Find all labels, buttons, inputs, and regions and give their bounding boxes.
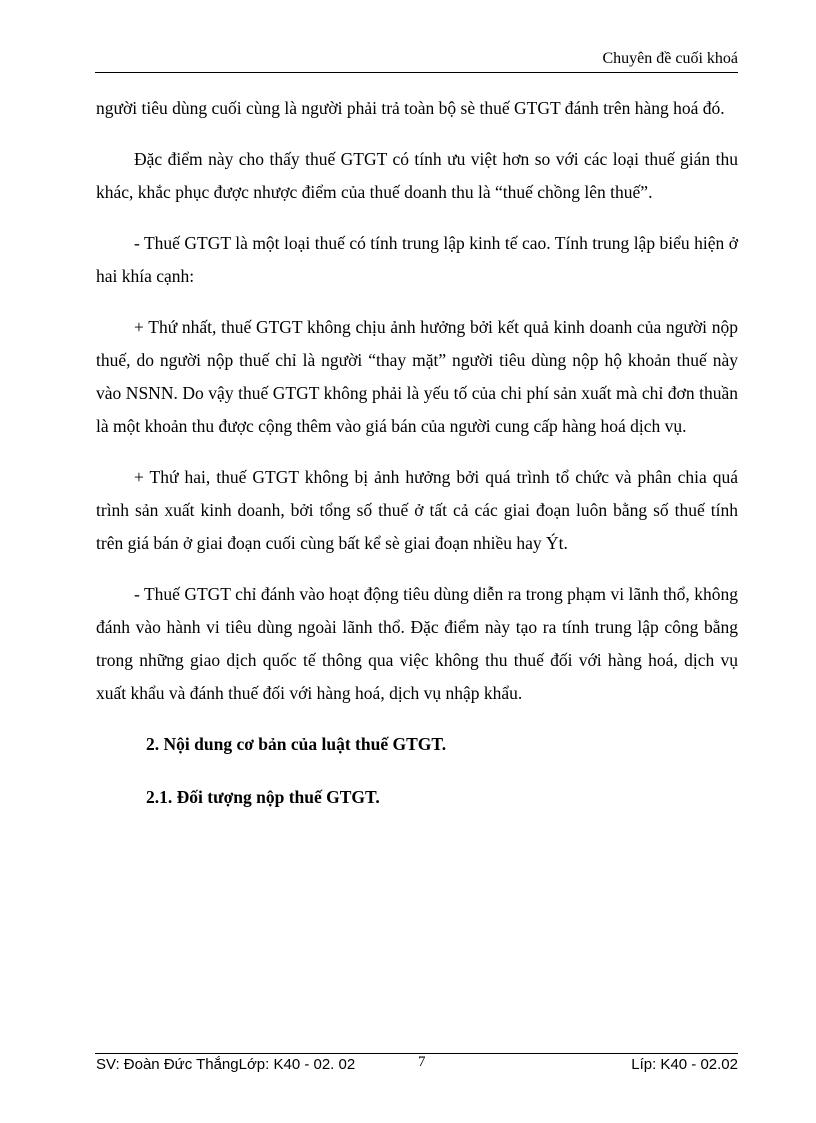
paragraph: - Thuế GTGT chỉ đánh vào hoạt động tiêu dùng diễn ra trong phạm vi lãnh thổ, không đánh vào hành vi tiêu dùng ngoài lãnh thổ. Đặc điểm này tạo ra tính trung lập công bằng trong những giao dịch quốc tế thông qua việc không thu thuế đối với hàng hoá, dịch vụ xuất khẩu và đánh thuế đối với hàng hoá, dịch vụ nhập khẩu. [96,584,738,703]
footer-divider [95,1053,738,1054]
footer-student-info: SV: Đoàn Đức ThắngLớp: K40 - 02. 02 [96,1056,356,1073]
subsection-heading: 2.1. Đối tượng nộp thuế GTGT. [146,787,380,807]
paragraph: - Thuế GTGT là một loại thuế có tính trung lập kinh tế cao. Tính trung lập biểu hiện ở hai khía cạnh: [96,233,738,286]
paragraph: Đặc điểm này cho thấy thuế GTGT có tính ưu việt hơn so với các loại thuế gián thu khác, khắc phục được nhược điểm của thuế doanh thu là “thuế chồng lên thuế”. [96,149,738,202]
header-title: Chuyên đề cuối khoá [602,50,738,67]
page-number: 7 [418,1054,426,1070]
header-divider [95,72,738,73]
paragraph: + Thứ nhất, thuế GTGT không chịu ảnh hưởng bởi kết quả kinh doanh của người nộp thuế, do người nộp thuế chỉ là người “thay mặt” người tiêu dùng nộp hộ khoản thuế này vào NSNN. Do vậy thuế GTGT không phải là yếu tố của chi phí sản xuất mà chỉ đơn thuần là một khoản thu được cộng thêm vào giá bán của người cung cấp hàng hoá dịch vụ. [96,317,738,436]
section-heading: 2. Nội dung cơ bản của luật thuế GTGT. [146,734,447,754]
paragraph-continuation: người tiêu dùng cuối cùng là người phải trả toàn bộ sè thuế GTGT đánh trên hàng hoá đó. [96,98,725,118]
document-body [96,92,738,834]
footer-class-info: Líp: K40 - 02.02 [631,1056,738,1073]
paragraph: + Thứ hai, thuế GTGT không bị ảnh hưởng bởi quá trình tổ chức và phân chia quá trình sản xuất kinh doanh, bởi tổng số thuế ở tất cả các giai đoạn luôn bằng số thuế tính trên giá bán ở giai đoạn cuối cùng bất kể sè giai đoạn nhiều hay Ýt. [96,467,738,553]
